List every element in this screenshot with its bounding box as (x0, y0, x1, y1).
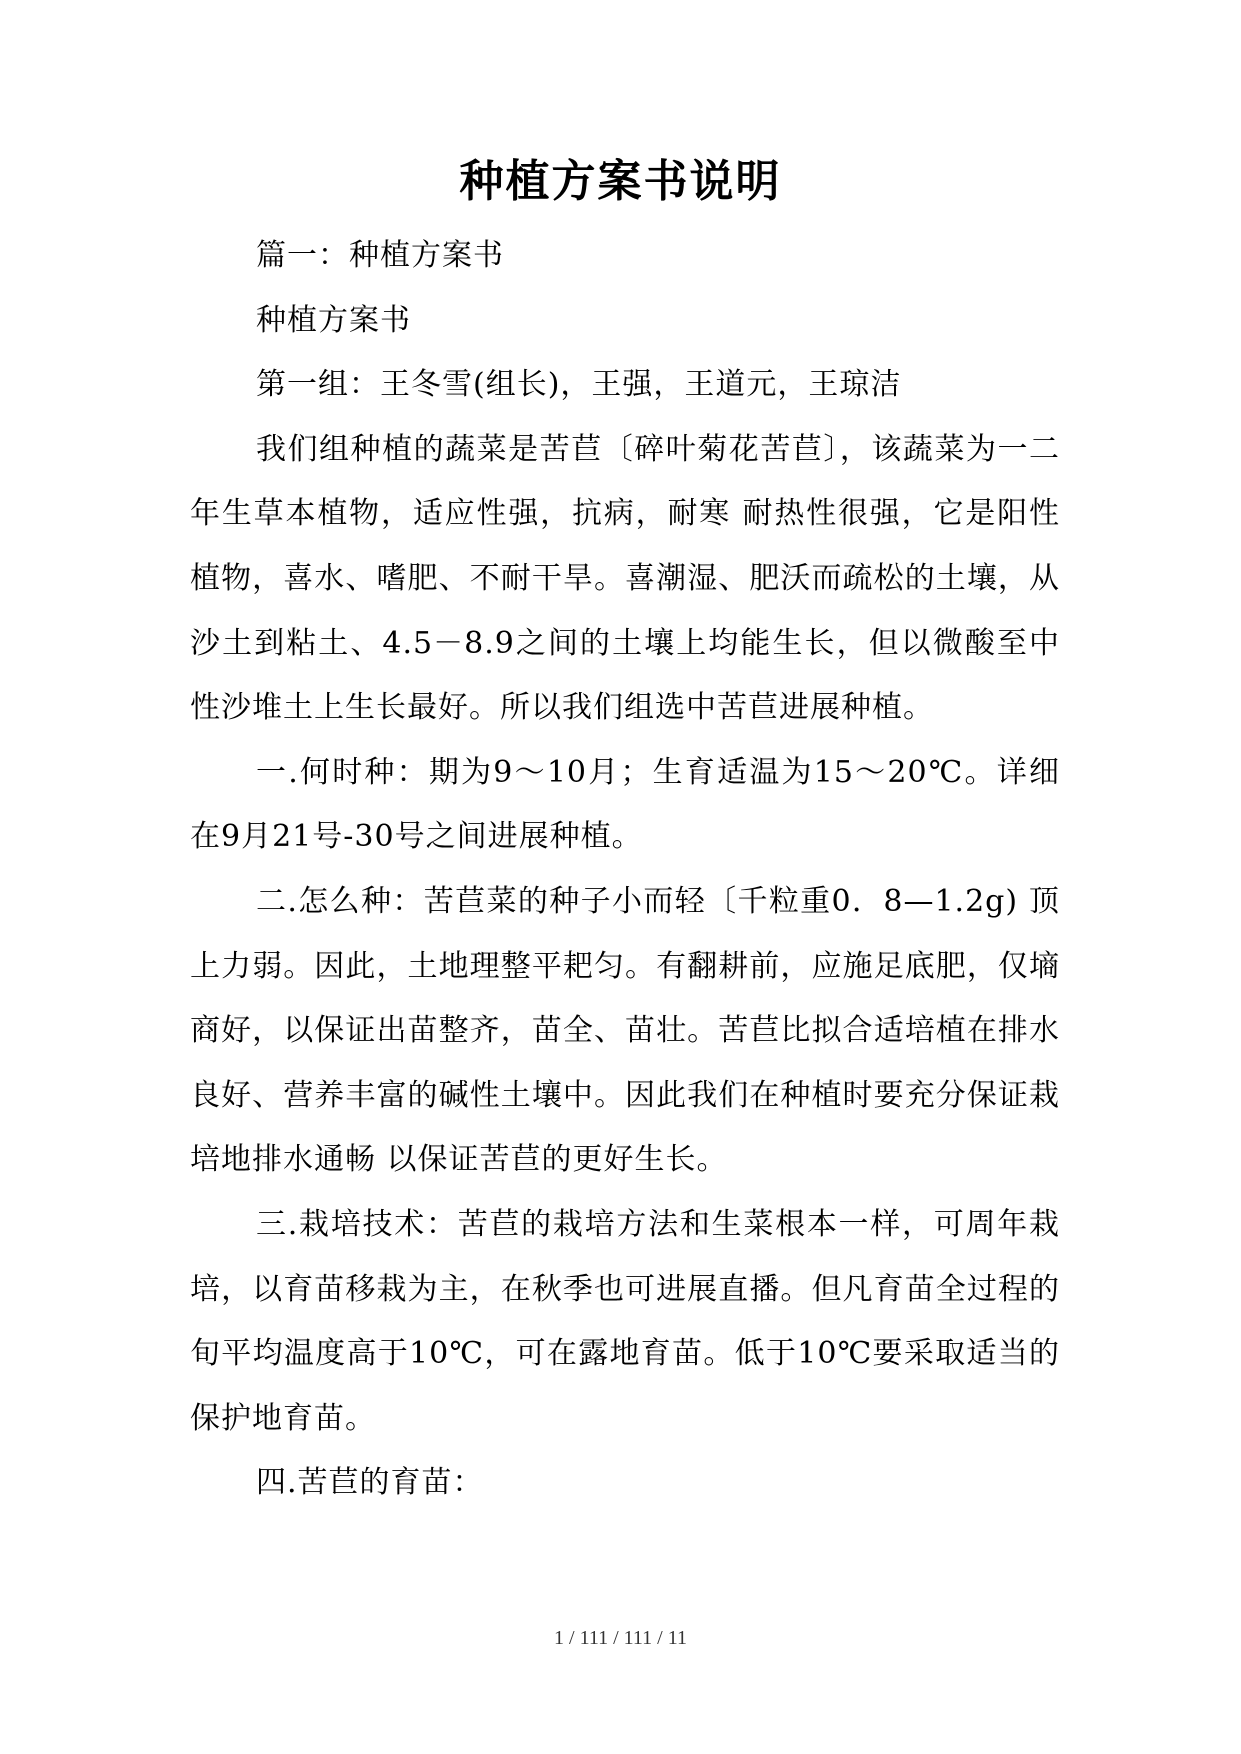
paragraph-when: 一.何时种：期为9～10月；生育适温为15～20℃。详细在9月21号-30号之间进展种植。 (190, 754, 1060, 855)
section-heading: 篇一：种植方案书 (256, 238, 504, 273)
paragraph-intro: 我们组种植的蔬菜是苦苣〔碎叶菊花苦苣〕，该蔬菜为一二年生草本植物，适应性强，抗病，耐寒 耐热性很强，它是阳性植物，喜水、嗜肥、不耐干旱。喜潮湿、肥沃而疏松的土壤，从沙土到粘土、4.5－8.9之间的土壤上均能生长，但以微酸至中性沙堆土上生长最好。所以我们组选中苦苣进展种植。 (190, 431, 1060, 726)
paragraph-seedling: 四.苦苣的育苗： (256, 1465, 484, 1501)
document-body (190, 224, 1060, 1516)
page-number: 1 / 111 / 111 / 11 (554, 1627, 687, 1649)
paragraph-how: 二.怎么种：苦苣菜的种子小而轻〔千粒重0．8—1.2g) 顶上力弱。因此，土地理整平耙匀。有翻耕前，应施足底肥，仅墒商好，以保证出苗整齐，苗全、苗壮。苦苣比拟合适培植在排水良好、营养丰富的碱性土壤中。因此我们在种植时要充分保证栽培地排水通畅 以保证苦苣的更好生长。 (190, 883, 1060, 1178)
group-members: 第一组：王冬雪(组长)，王强，王道元，王琼洁 (256, 367, 902, 403)
document-title: 种植方案书说明 (459, 156, 782, 207)
paragraph-technique: 三.栽培技术：苦苣的栽培方法和生菜根本一样，可周年栽培，以育苗移栽为主，在秋季也可进展直播。但凡育苗全过程的旬平均温度高于10℃，可在露地育苗。低于10℃要采取适当的保护地育苗。 (190, 1206, 1060, 1436)
subheading: 种植方案书 (256, 302, 411, 338)
